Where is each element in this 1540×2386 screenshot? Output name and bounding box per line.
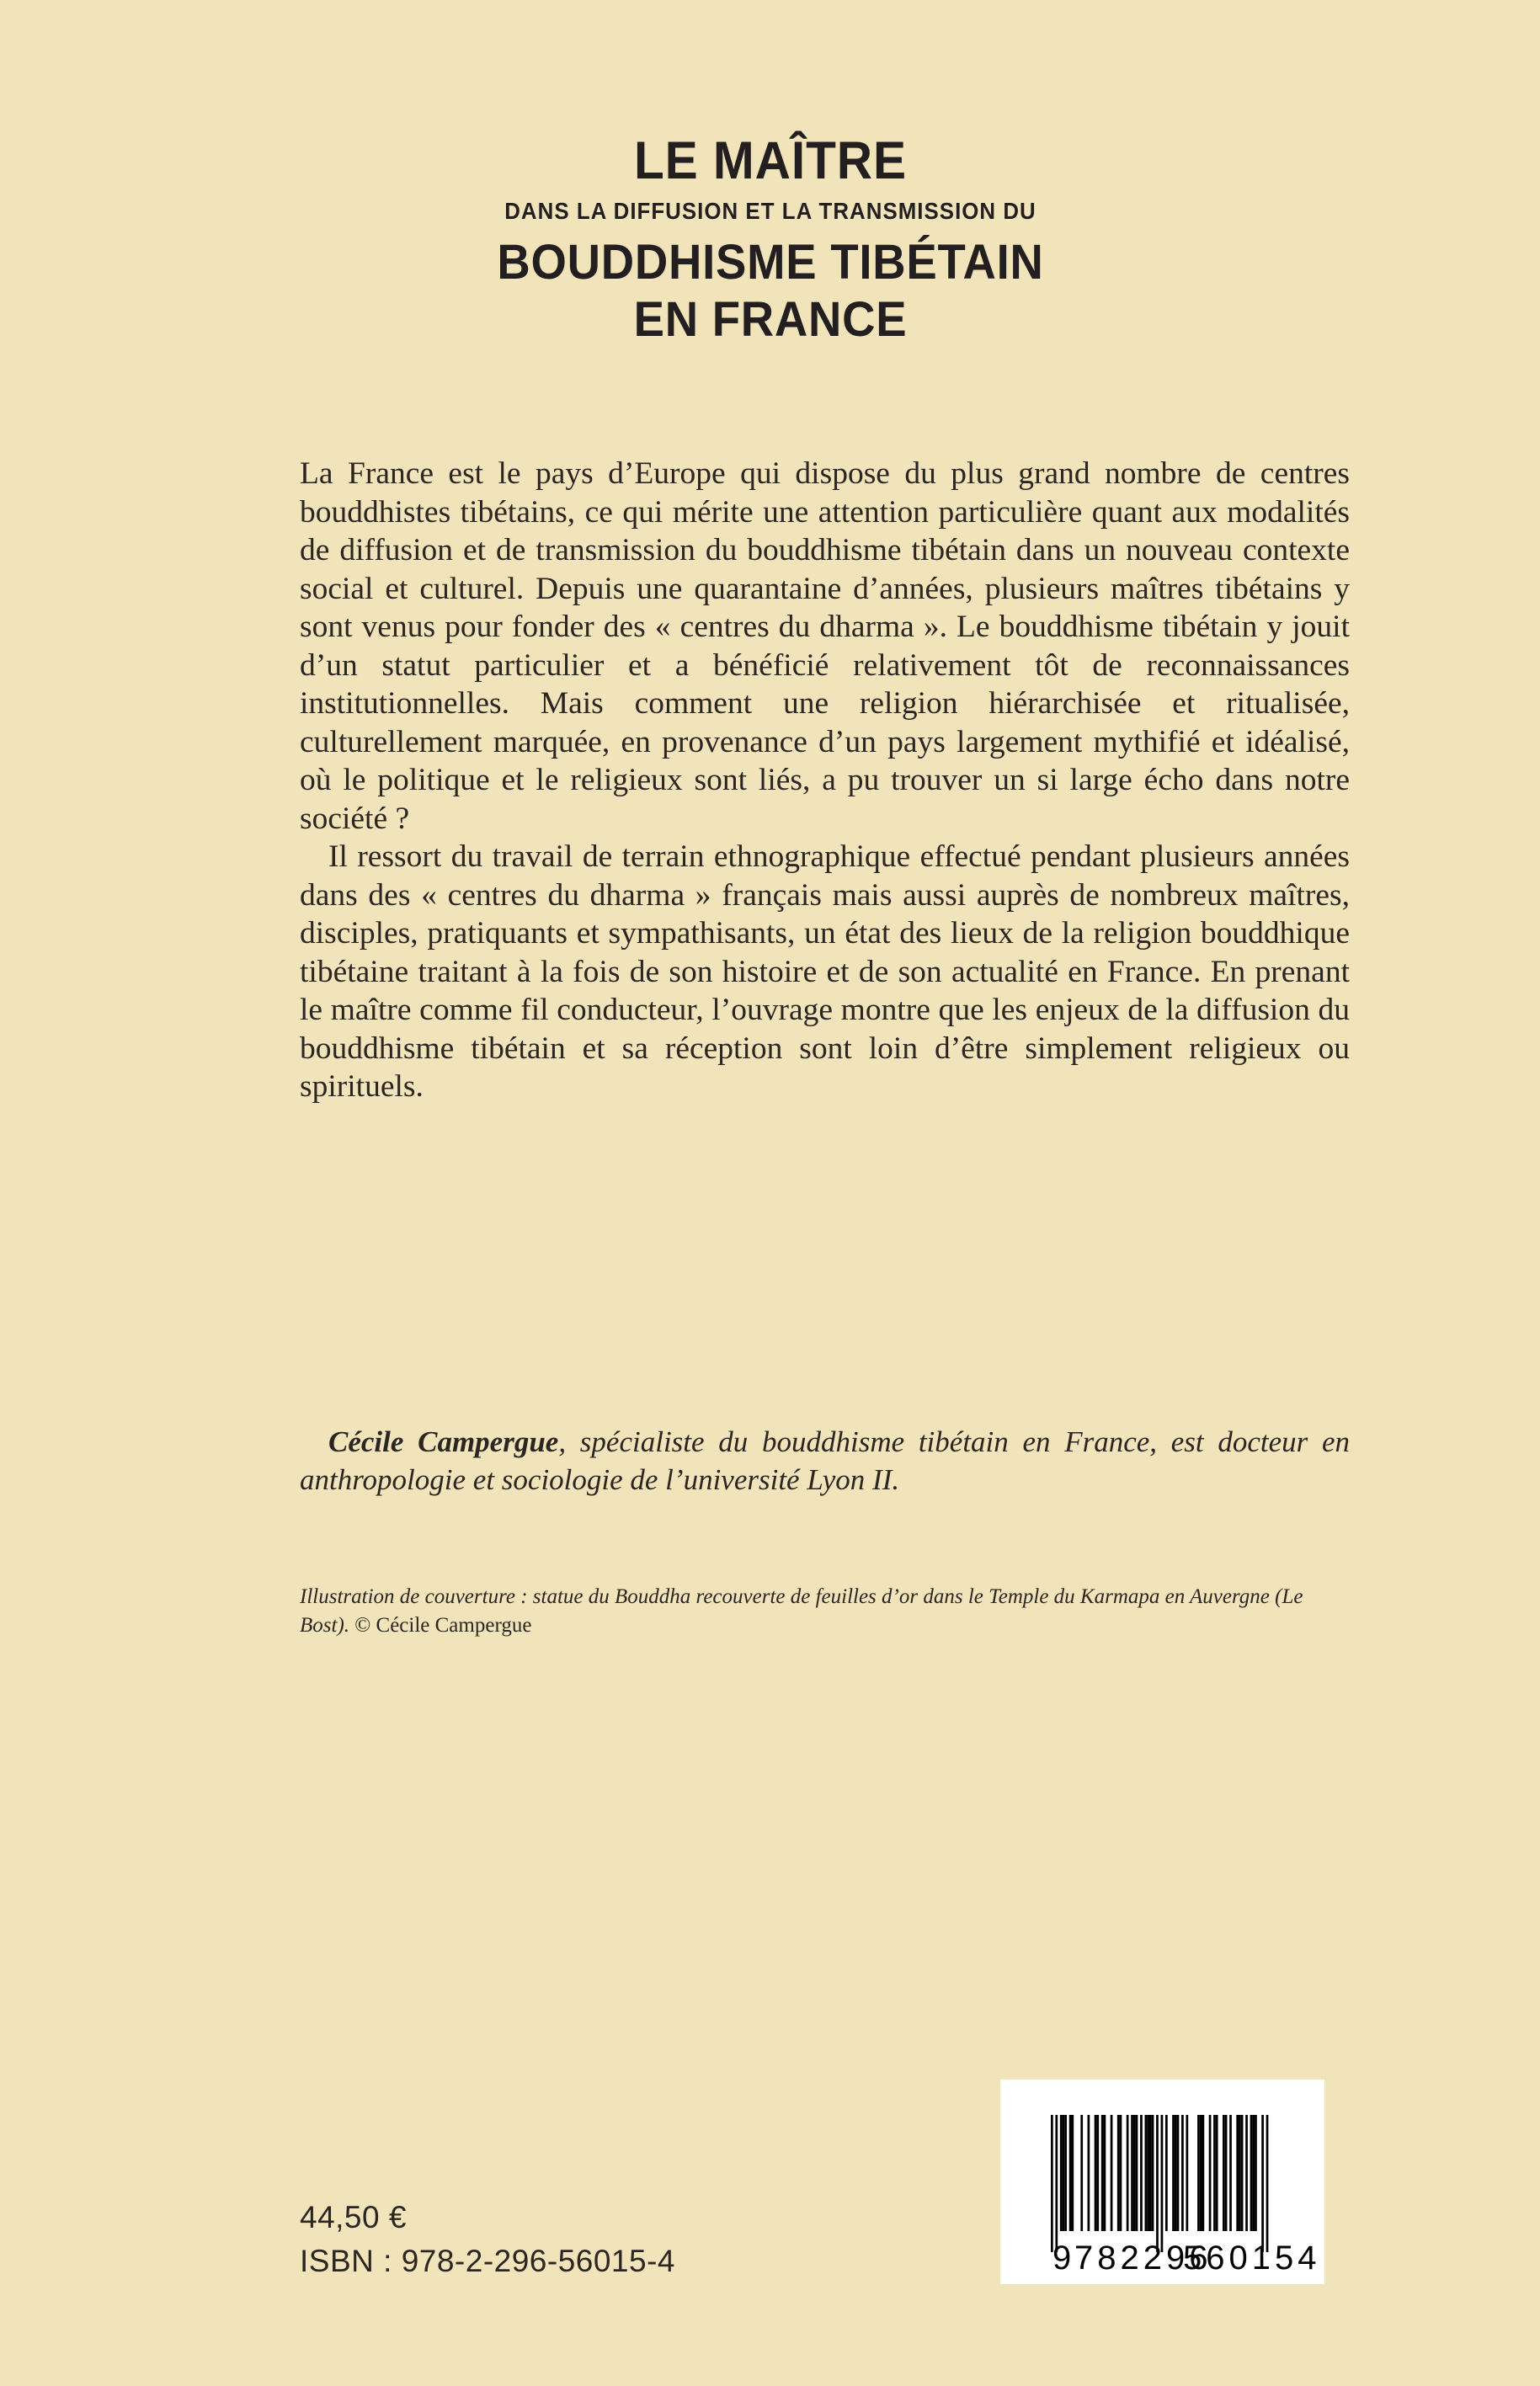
book-title-tertiary: EN FRANCE [633, 291, 908, 347]
blurb-block [300, 455, 1350, 1106]
author-bio-text: , spécialiste du bouddhisme tibétain en France, est docteur en anthropologie et sociologie de l’université Lyon II. [300, 1425, 1351, 1496]
author-bio-block [300, 1423, 1350, 1499]
author-name: Cécile Campergue [328, 1425, 559, 1458]
cover-credit-text: Illustration de couverture : statue du Bouddha recouverte de feuilles d’or dans le Temple du Karmapa en Auvergne (Le Bost). [300, 1585, 1303, 1637]
title-block [253, 131, 1288, 347]
cover-credit [300, 1583, 1350, 1640]
cover-credit-block [300, 1583, 1350, 1640]
author-bio [300, 1423, 1350, 1499]
cover-credit-copyright: © Cécile Campergue [354, 1614, 532, 1637]
barcode-graphic [1000, 2080, 1324, 2284]
price-label: 44,50 € [300, 2200, 407, 2234]
svg-text:9: 9 [1052, 2240, 1072, 2277]
book-title-subtitle: DANS LA DIFFUSION ET LA TRANSMISSION DU [504, 198, 1036, 224]
svg-text:560154: 560154 [1183, 2240, 1321, 2277]
book-title-main: LE MAÎTRE [633, 131, 908, 190]
price-isbn-block [300, 2196, 675, 2283]
blurb-paragraph-1: La France est le pays d’Europe qui dispose du plus grand nombre de centres bouddhistes tibétains, ce qui mérite une attention particulière quant aux modalités de diffusion et de transmission du bouddhisme tibétain dans un nouveau contexte social et culturel. Depuis une quarantaine d’années, plusieurs maîtres tibétains y sont venus pour fonder des « centres du dharma ». Le bouddhisme tibétain y jouit d’un statut particulier et a bénéficié relativement tôt de reconnaissances institutionnelles. Mais comment une religion hiérarchisée et ritualisée, culturellement marquée, en provenance d’un pays largement mythifié et idéalisé, où le politique et le religieux sont liés, a pu trouver un si large écho dans notre société ? [300, 456, 1350, 836]
isbn-label: ISBN : 978-2-296-56015-4 [300, 2244, 675, 2278]
blurb-paragraph-2: Il ressort du travail de terrain ethnographique effectué pendant plusieurs années dans des « centres du dharma » français mais aussi auprès de nombreux maîtres, disciples, pratiquants et sympathisants, un état des lieux de la religion bouddhique tibétaine traitant à la fois de son histoire et de son actualité en France. En prenant le maître comme fil conducteur, l’ouvrage montre que les enjeux de la diffusion du bouddhisme tibétain et sa réception sont loin d’être simplement religieux ou spirituels. [300, 839, 1350, 1104]
svg-text:782296: 782296 [1074, 2240, 1212, 2277]
isbn-barcode [1000, 2080, 1324, 2284]
book-title-secondary: BOUDDHISME TIBÉTAIN [497, 234, 1044, 290]
